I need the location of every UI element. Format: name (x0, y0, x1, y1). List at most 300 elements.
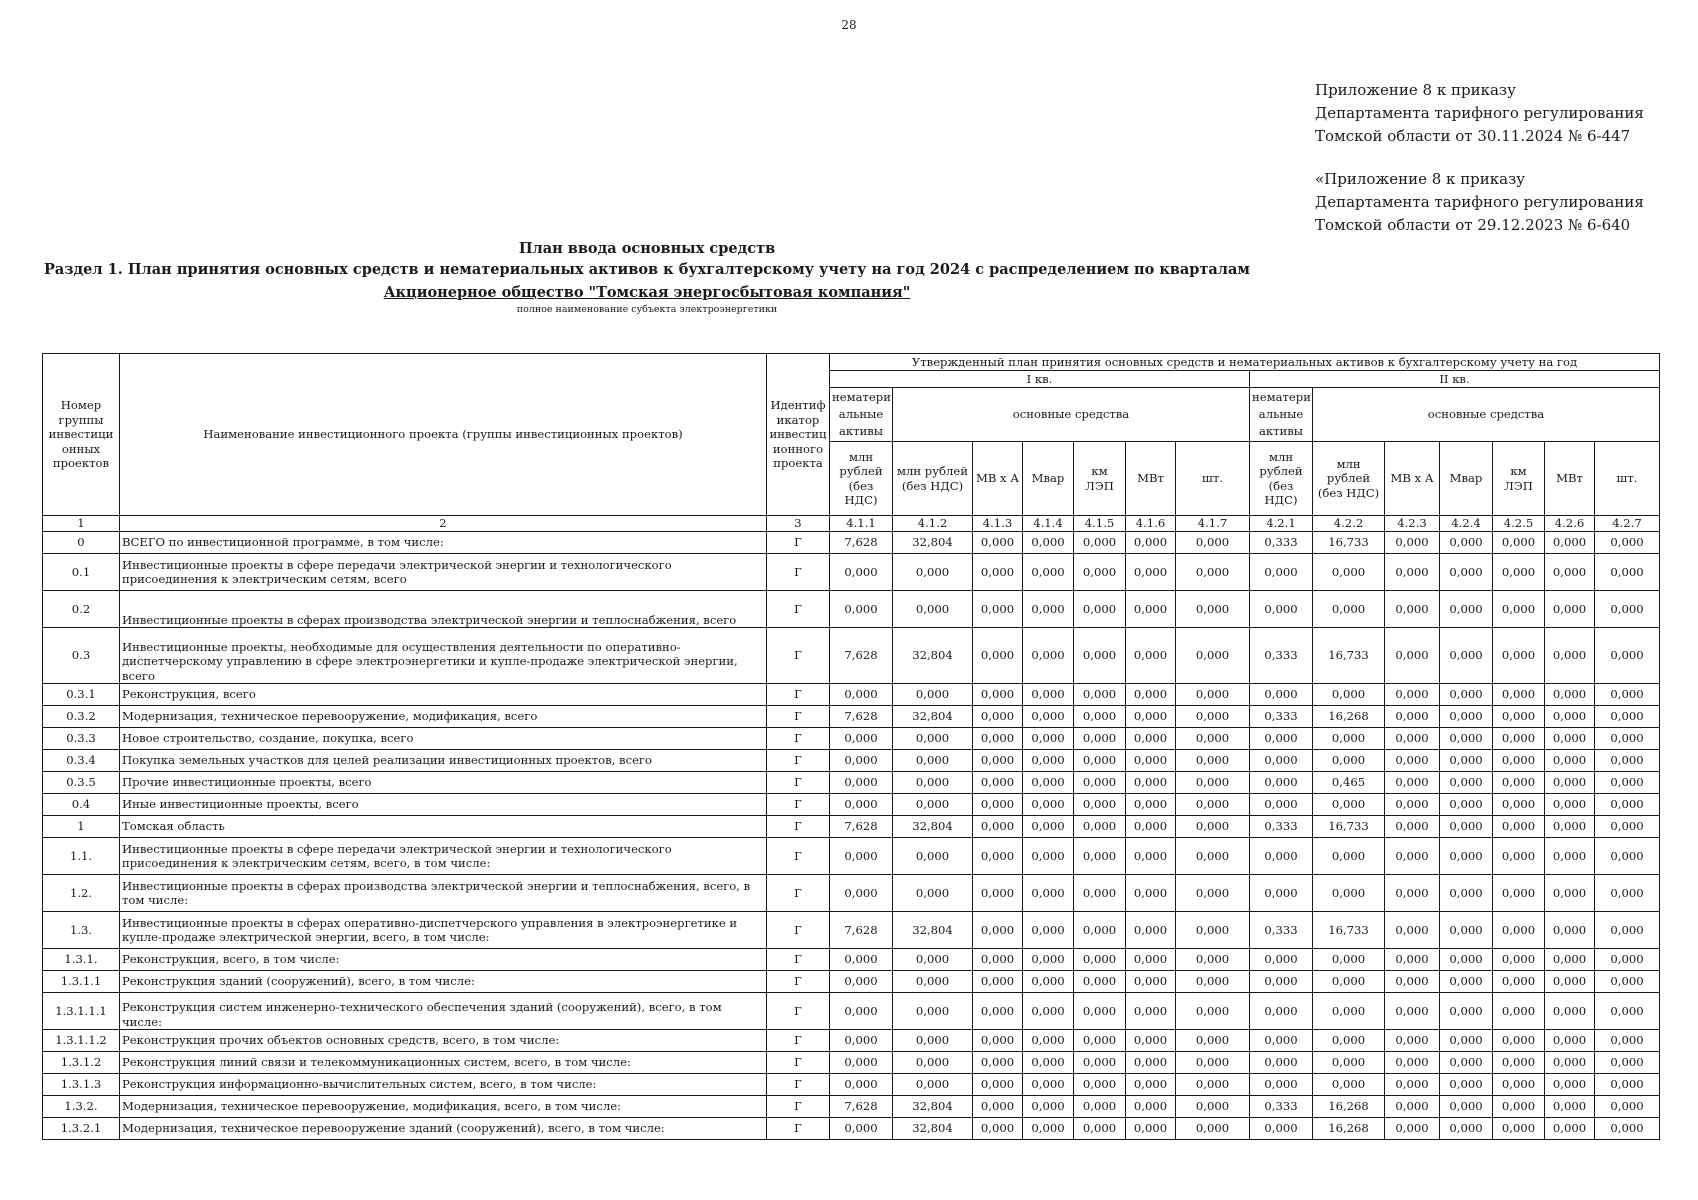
row-number: 0.2 (43, 591, 120, 628)
row-value: 0,000 (1176, 1074, 1250, 1096)
row-value: 0,000 (1385, 838, 1440, 875)
row-value: 0,000 (1385, 1096, 1440, 1118)
row-value: 0,000 (1545, 532, 1595, 554)
row-value: 0,000 (1126, 684, 1176, 706)
row-value: 0,000 (1595, 1118, 1660, 1140)
row-value: 0,000 (1250, 750, 1313, 772)
row-value: 0,333 (1250, 1096, 1313, 1118)
row-value: 0,000 (1595, 1096, 1660, 1118)
row-value: 0,000 (1545, 1096, 1595, 1118)
column-number: 4.2.4 (1440, 516, 1493, 532)
row-value: 0,000 (1493, 1030, 1545, 1052)
row-value: 0,000 (1595, 993, 1660, 1030)
table-row (43, 993, 1660, 1030)
row-project-name: Покупка земельных участков для целей реализации инвестиционных проектов, всего (120, 750, 767, 772)
row-value: 0,000 (1440, 706, 1493, 728)
row-value: 0,000 (1074, 971, 1126, 993)
row-value: 0,000 (1545, 993, 1595, 1030)
row-value: 0,000 (1385, 1074, 1440, 1096)
row-value: 0,000 (1545, 838, 1595, 875)
row-value: 0,000 (1250, 838, 1313, 875)
row-value: 0,000 (1074, 706, 1126, 728)
row-value: 0,000 (1074, 554, 1126, 591)
row-value: 0,000 (973, 591, 1023, 628)
row-identifier: Г (767, 1118, 830, 1140)
row-number: 0.3.2 (43, 706, 120, 728)
row-value: 0,000 (1385, 591, 1440, 628)
row-value: 0,000 (893, 875, 973, 912)
row-value: 0,000 (1313, 1030, 1385, 1052)
row-value: 0,000 (1023, 912, 1074, 949)
row-value: 0,000 (1440, 728, 1493, 750)
row-value: 0,000 (1176, 750, 1250, 772)
row-value: 32,804 (893, 628, 973, 684)
row-number: 1.3.1. (43, 949, 120, 971)
row-value: 0,000 (1595, 838, 1660, 875)
row-value: 0,000 (973, 1118, 1023, 1140)
row-value: 0,000 (1595, 912, 1660, 949)
row-value: 0,000 (1440, 1074, 1493, 1096)
row-value: 0,000 (1440, 875, 1493, 912)
header-unit: км ЛЭП (1493, 442, 1545, 516)
row-value: 0,000 (1023, 728, 1074, 750)
row-project-name: Реконструкция линий связи и телекоммуникационных систем, всего, в том числе: (120, 1052, 767, 1074)
row-value: 0,000 (1176, 728, 1250, 750)
row-value: 0,000 (1545, 750, 1595, 772)
table-row (43, 684, 1660, 706)
row-value: 0,000 (973, 532, 1023, 554)
row-value: 0,000 (893, 1030, 973, 1052)
row-value: 0,000 (1176, 949, 1250, 971)
row-value: 0,000 (1545, 728, 1595, 750)
row-identifier: Г (767, 971, 830, 993)
row-value: 0,000 (1176, 628, 1250, 684)
row-value: 0,000 (1440, 591, 1493, 628)
annex-previous-line: Департамента тарифного регулирования (1315, 193, 1644, 211)
row-number: 0.3 (43, 628, 120, 684)
row-project-name: Модернизация, техническое перевооружение зданий (сооружений), всего, в том числе: (120, 1118, 767, 1140)
header-unit: Мвар (1440, 442, 1493, 516)
row-identifier: Г (767, 993, 830, 1030)
row-value: 7,628 (830, 532, 893, 554)
row-value: 0,000 (1126, 1118, 1176, 1140)
row-number: 1.3.1.1 (43, 971, 120, 993)
column-number: 4.2.1 (1250, 516, 1313, 532)
row-value: 0,000 (1595, 1052, 1660, 1074)
table-row (43, 838, 1660, 875)
row-value: 0,000 (1126, 875, 1176, 912)
row-value: 0,000 (893, 949, 973, 971)
row-value: 0,000 (1385, 971, 1440, 993)
row-value: 0,000 (1385, 1118, 1440, 1140)
row-value: 0,000 (1595, 816, 1660, 838)
row-value: 0,000 (1545, 1030, 1595, 1052)
column-number: 4.1.2 (893, 516, 973, 532)
row-value: 0,000 (1493, 816, 1545, 838)
annex-current-line: Департамента тарифного регулирования (1315, 104, 1644, 122)
row-value: 0,000 (1493, 912, 1545, 949)
row-value: 0,000 (1023, 875, 1074, 912)
row-value: 0,000 (1023, 971, 1074, 993)
row-value: 0,000 (1074, 993, 1126, 1030)
row-value: 0,000 (1250, 875, 1313, 912)
header-q1-intangible: нематери альные активы (830, 388, 893, 442)
row-value: 0,000 (1493, 838, 1545, 875)
row-number: 0.1 (43, 554, 120, 591)
row-value: 0,000 (1313, 794, 1385, 816)
row-value: 0,000 (1313, 1052, 1385, 1074)
table-row (43, 1052, 1660, 1074)
row-value: 0,000 (1176, 591, 1250, 628)
row-number: 1.2. (43, 875, 120, 912)
row-value: 0,000 (973, 1030, 1023, 1052)
row-value: 16,268 (1313, 706, 1385, 728)
table-row (43, 1030, 1660, 1052)
row-value: 0,000 (1023, 554, 1074, 591)
row-value: 0,000 (1440, 949, 1493, 971)
row-value: 0,000 (1385, 794, 1440, 816)
document-title: План ввода основных средств (518, 240, 776, 257)
table-row (43, 949, 1660, 971)
table-row (43, 971, 1660, 993)
table-row (43, 750, 1660, 772)
row-value: 0,000 (1313, 949, 1385, 971)
row-project-name: Инвестиционные проекты, необходимые для осуществления деятельности по оперативно-диспетчерскому управлению в сфере электроэнергетики и купле-продаже электрической энергии, всего (120, 628, 767, 684)
row-value: 32,804 (893, 912, 973, 949)
row-value: 0,000 (1493, 628, 1545, 684)
row-project-name: Иные инвестиционные проекты, всего (120, 794, 767, 816)
row-value: 0,000 (1126, 949, 1176, 971)
column-number: 4.2.6 (1545, 516, 1595, 532)
row-value: 0,000 (1074, 628, 1126, 684)
row-value: 0,000 (1023, 532, 1074, 554)
row-project-name: Реконструкция, всего, в том числе: (120, 949, 767, 971)
row-number: 0.3.4 (43, 750, 120, 772)
row-value: 0,000 (1385, 728, 1440, 750)
document-titles (0, 238, 1294, 316)
row-value: 0,000 (1176, 772, 1250, 794)
row-value: 0,000 (830, 949, 893, 971)
row-value: 0,000 (1250, 1118, 1313, 1140)
row-number: 1.3.2. (43, 1096, 120, 1118)
row-value: 0,000 (1493, 750, 1545, 772)
row-number: 1.3.2.1 (43, 1118, 120, 1140)
table-row (43, 1074, 1660, 1096)
row-value: 0,000 (1126, 628, 1176, 684)
row-value: 0,000 (973, 1096, 1023, 1118)
page-number: 28 (841, 18, 857, 32)
row-value: 0,000 (1023, 750, 1074, 772)
row-identifier: Г (767, 1052, 830, 1074)
row-value: 7,628 (830, 912, 893, 949)
row-value: 32,804 (893, 1118, 973, 1140)
row-value: 0,000 (1023, 684, 1074, 706)
header-unit: МВ х А (973, 442, 1023, 516)
header-unit: МВт (1545, 442, 1595, 516)
row-value: 0,000 (1074, 591, 1126, 628)
column-number-row (43, 516, 1660, 532)
row-number: 1.3.1.1.1 (43, 993, 120, 1030)
row-value: 0,000 (1313, 684, 1385, 706)
row-value: 0,000 (973, 1074, 1023, 1096)
row-value: 0,000 (973, 993, 1023, 1030)
row-value: 0,000 (1176, 1052, 1250, 1074)
row-number: 0.3.1 (43, 684, 120, 706)
row-value: 0,000 (1545, 875, 1595, 912)
row-project-name: Реконструкция систем инженерно-технического обеспечения зданий (сооружений), всего, в том числе: (120, 993, 767, 1030)
column-number: 4.1.1 (830, 516, 893, 532)
row-value: 0,000 (893, 1052, 973, 1074)
row-value: 0,000 (1023, 838, 1074, 875)
row-value: 0,000 (1493, 591, 1545, 628)
row-value: 0,000 (1595, 684, 1660, 706)
row-value: 32,804 (893, 706, 973, 728)
row-value: 0,000 (1595, 728, 1660, 750)
row-value: 0,000 (1250, 949, 1313, 971)
row-value: 0,000 (1250, 1052, 1313, 1074)
header-q1-fixed-assets: основные средства (893, 388, 1250, 442)
row-value: 0,000 (1250, 554, 1313, 591)
header-unit: млн рублей (без НДС) (1313, 442, 1385, 516)
row-number: 1.3.1.3 (43, 1074, 120, 1096)
row-value: 0,000 (1493, 794, 1545, 816)
annex-previous-line: Томской области от 29.12.2023 № 6-640 (1315, 216, 1631, 234)
row-value: 0,000 (1023, 1052, 1074, 1074)
row-value: 0,000 (893, 591, 973, 628)
row-value: 32,804 (893, 816, 973, 838)
table-row (43, 1118, 1660, 1140)
row-value: 0,000 (1595, 554, 1660, 591)
row-value: 0,000 (1313, 554, 1385, 591)
row-value: 0,000 (893, 1074, 973, 1096)
row-value: 0,000 (1385, 875, 1440, 912)
row-value: 0,000 (1595, 706, 1660, 728)
row-value: 0,000 (1074, 772, 1126, 794)
row-value: 0,000 (1023, 1030, 1074, 1052)
row-value: 0,000 (1595, 1030, 1660, 1052)
table-row (43, 794, 1660, 816)
table-row (43, 728, 1660, 750)
row-value: 0,000 (1074, 1074, 1126, 1096)
row-value: 0,000 (1176, 554, 1250, 591)
row-value: 0,000 (1250, 993, 1313, 1030)
row-value: 0,000 (1545, 684, 1595, 706)
row-value: 0,000 (1595, 750, 1660, 772)
row-value: 0,000 (1493, 684, 1545, 706)
row-value: 0,000 (1595, 532, 1660, 554)
row-project-name: ВСЕГО по инвестиционной программе, в том числе: (120, 532, 767, 554)
row-number: 1.1. (43, 838, 120, 875)
row-value: 0,000 (1595, 1074, 1660, 1096)
row-value: 0,333 (1250, 912, 1313, 949)
row-value: 0,000 (1074, 838, 1126, 875)
column-number: 4.1.4 (1023, 516, 1074, 532)
row-value: 0,000 (1440, 772, 1493, 794)
row-project-name: Реконструкция информационно-вычислительных систем, всего, в том числе: (120, 1074, 767, 1096)
row-value: 0,000 (1126, 1096, 1176, 1118)
row-value: 0,000 (973, 794, 1023, 816)
row-value: 0,000 (1176, 1096, 1250, 1118)
column-number: 4.2.3 (1385, 516, 1440, 532)
row-value: 0,000 (973, 684, 1023, 706)
row-value: 0,000 (1493, 971, 1545, 993)
row-value: 0,000 (830, 772, 893, 794)
row-value: 0,000 (1176, 971, 1250, 993)
table-row (43, 554, 1660, 591)
row-value: 0,000 (1313, 591, 1385, 628)
row-identifier: Г (767, 1030, 830, 1052)
row-value: 0,000 (830, 794, 893, 816)
row-value: 0,000 (1074, 728, 1126, 750)
table-row (43, 591, 1660, 628)
row-value: 0,000 (1313, 1074, 1385, 1096)
row-value: 0,000 (973, 750, 1023, 772)
row-value: 16,733 (1313, 816, 1385, 838)
row-value: 0,333 (1250, 532, 1313, 554)
row-value: 0,000 (1545, 591, 1595, 628)
row-value: 0,000 (1385, 628, 1440, 684)
row-project-name: Прочие инвестиционные проекты, всего (120, 772, 767, 794)
row-number: 1.3. (43, 912, 120, 949)
row-value: 0,000 (1545, 971, 1595, 993)
row-value: 0,000 (1440, 912, 1493, 949)
row-value: 0,000 (1493, 949, 1545, 971)
row-value: 0,000 (1313, 750, 1385, 772)
row-value: 0,000 (1493, 1096, 1545, 1118)
header-unit: МВ х А (1385, 442, 1440, 516)
header-unit: км ЛЭП (1074, 442, 1126, 516)
row-value: 0,000 (1074, 1030, 1126, 1052)
row-value: 0,000 (1385, 912, 1440, 949)
row-value: 0,333 (1250, 628, 1313, 684)
row-value: 0,000 (1074, 875, 1126, 912)
row-value: 0,000 (830, 971, 893, 993)
row-identifier: Г (767, 1074, 830, 1096)
row-number: 0.3.3 (43, 728, 120, 750)
row-value: 16,733 (1313, 532, 1385, 554)
row-value: 0,000 (1126, 532, 1176, 554)
row-value: 0,000 (1250, 1074, 1313, 1096)
row-project-name: Реконструкция прочих объектов основных средств, всего, в том числе: (120, 1030, 767, 1052)
row-value: 0,000 (1074, 684, 1126, 706)
row-value: 0,000 (1023, 993, 1074, 1030)
row-value: 0,000 (1126, 706, 1176, 728)
row-value: 0,000 (1493, 1052, 1545, 1074)
row-value: 0,000 (1493, 875, 1545, 912)
row-value: 0,000 (893, 554, 973, 591)
annex-previous (1315, 168, 1644, 237)
row-identifier: Г (767, 706, 830, 728)
annex-previous-line: «Приложение 8 к приказу (1315, 170, 1526, 188)
row-value: 0,000 (1126, 912, 1176, 949)
header-unit: млн рублей (без НДС) (893, 442, 973, 516)
row-value: 0,000 (1074, 794, 1126, 816)
column-number: 4.1.5 (1074, 516, 1126, 532)
column-number: 4.1.7 (1176, 516, 1250, 532)
row-value: 0,000 (1545, 706, 1595, 728)
header-project-name: Наименование инвестиционного проекта (группы инвестиционных проектов) (120, 354, 767, 516)
row-value: 16,733 (1313, 912, 1385, 949)
row-value: 0,000 (1126, 750, 1176, 772)
row-number: 1 (43, 816, 120, 838)
row-value: 0,000 (893, 971, 973, 993)
annex-current-line: Приложение 8 к приказу (1315, 81, 1516, 99)
row-value: 0,000 (1074, 1118, 1126, 1140)
row-value: 0,000 (1176, 1030, 1250, 1052)
row-value: 0,000 (973, 949, 1023, 971)
row-identifier: Г (767, 875, 830, 912)
header-group-number: Номер группы инвестици онных проектов (43, 354, 120, 516)
row-value: 0,000 (1023, 706, 1074, 728)
row-project-name: Новое строительство, создание, покупка, всего (120, 728, 767, 750)
header-q2-fixed-assets: основные средства (1313, 388, 1660, 442)
row-value: 0,000 (973, 628, 1023, 684)
row-project-name: Модернизация, техническое перевооружение, модификация, всего (120, 706, 767, 728)
column-number: 4.1.3 (973, 516, 1023, 532)
column-number: 4.1.6 (1126, 516, 1176, 532)
table-row (43, 1096, 1660, 1118)
row-value: 0,333 (1250, 706, 1313, 728)
row-value: 0,000 (893, 772, 973, 794)
row-value: 0,000 (973, 772, 1023, 794)
section-title: Раздел 1. План принятия основных средств и нематериальных активов к бухгалтерскому учету на год 2024 с распределением по кварталам (43, 261, 1251, 278)
table-row (43, 706, 1660, 728)
row-value: 7,628 (830, 816, 893, 838)
row-value: 0,000 (1126, 772, 1176, 794)
row-value: 0,000 (973, 706, 1023, 728)
row-value: 0,000 (1440, 971, 1493, 993)
row-value: 0,000 (1250, 971, 1313, 993)
company-name: Акционерное общество "Томская энергосбытовая компания" (383, 284, 911, 301)
row-value: 0,000 (1176, 816, 1250, 838)
row-number: 1.3.1.1.2 (43, 1030, 120, 1052)
row-value: 0,000 (1074, 816, 1126, 838)
row-identifier: Г (767, 794, 830, 816)
row-value: 0,000 (1595, 794, 1660, 816)
row-value: 0,000 (1313, 838, 1385, 875)
row-value: 0,000 (1545, 554, 1595, 591)
row-value: 0,000 (1313, 971, 1385, 993)
row-value: 0,000 (830, 1052, 893, 1074)
row-value: 0,000 (1545, 794, 1595, 816)
row-value: 0,000 (1493, 993, 1545, 1030)
row-project-name: Инвестиционные проекты в сферах оперативно-диспетчерского управления в электроэнергетике и купле-продаже электрической энергии, всего, в том числе: (120, 912, 767, 949)
row-value: 0,000 (1023, 1074, 1074, 1096)
column-number: 4.2.5 (1493, 516, 1545, 532)
row-value: 0,000 (1126, 591, 1176, 628)
annex-current-line: Томской области от 30.11.2024 № 6-447 (1315, 127, 1631, 145)
row-value: 0,000 (1595, 875, 1660, 912)
row-value: 0,000 (893, 750, 973, 772)
row-value: 0,000 (830, 1030, 893, 1052)
row-value: 0,000 (1250, 1030, 1313, 1052)
header-q2-intangible: нематери альные активы (1250, 388, 1313, 442)
row-value: 0,000 (973, 875, 1023, 912)
row-value: 0,000 (1385, 706, 1440, 728)
row-value: 0,000 (1176, 684, 1250, 706)
row-value: 0,000 (1126, 993, 1176, 1030)
row-identifier: Г (767, 949, 830, 971)
row-value: 0,000 (1023, 628, 1074, 684)
row-value: 0,000 (973, 816, 1023, 838)
row-value: 0,000 (1313, 875, 1385, 912)
row-value: 16,733 (1313, 628, 1385, 684)
row-value: 0,000 (1250, 794, 1313, 816)
row-value: 7,628 (830, 1096, 893, 1118)
header-unit: шт. (1176, 442, 1250, 516)
row-value: 0,000 (1595, 772, 1660, 794)
row-value: 0,000 (1074, 949, 1126, 971)
